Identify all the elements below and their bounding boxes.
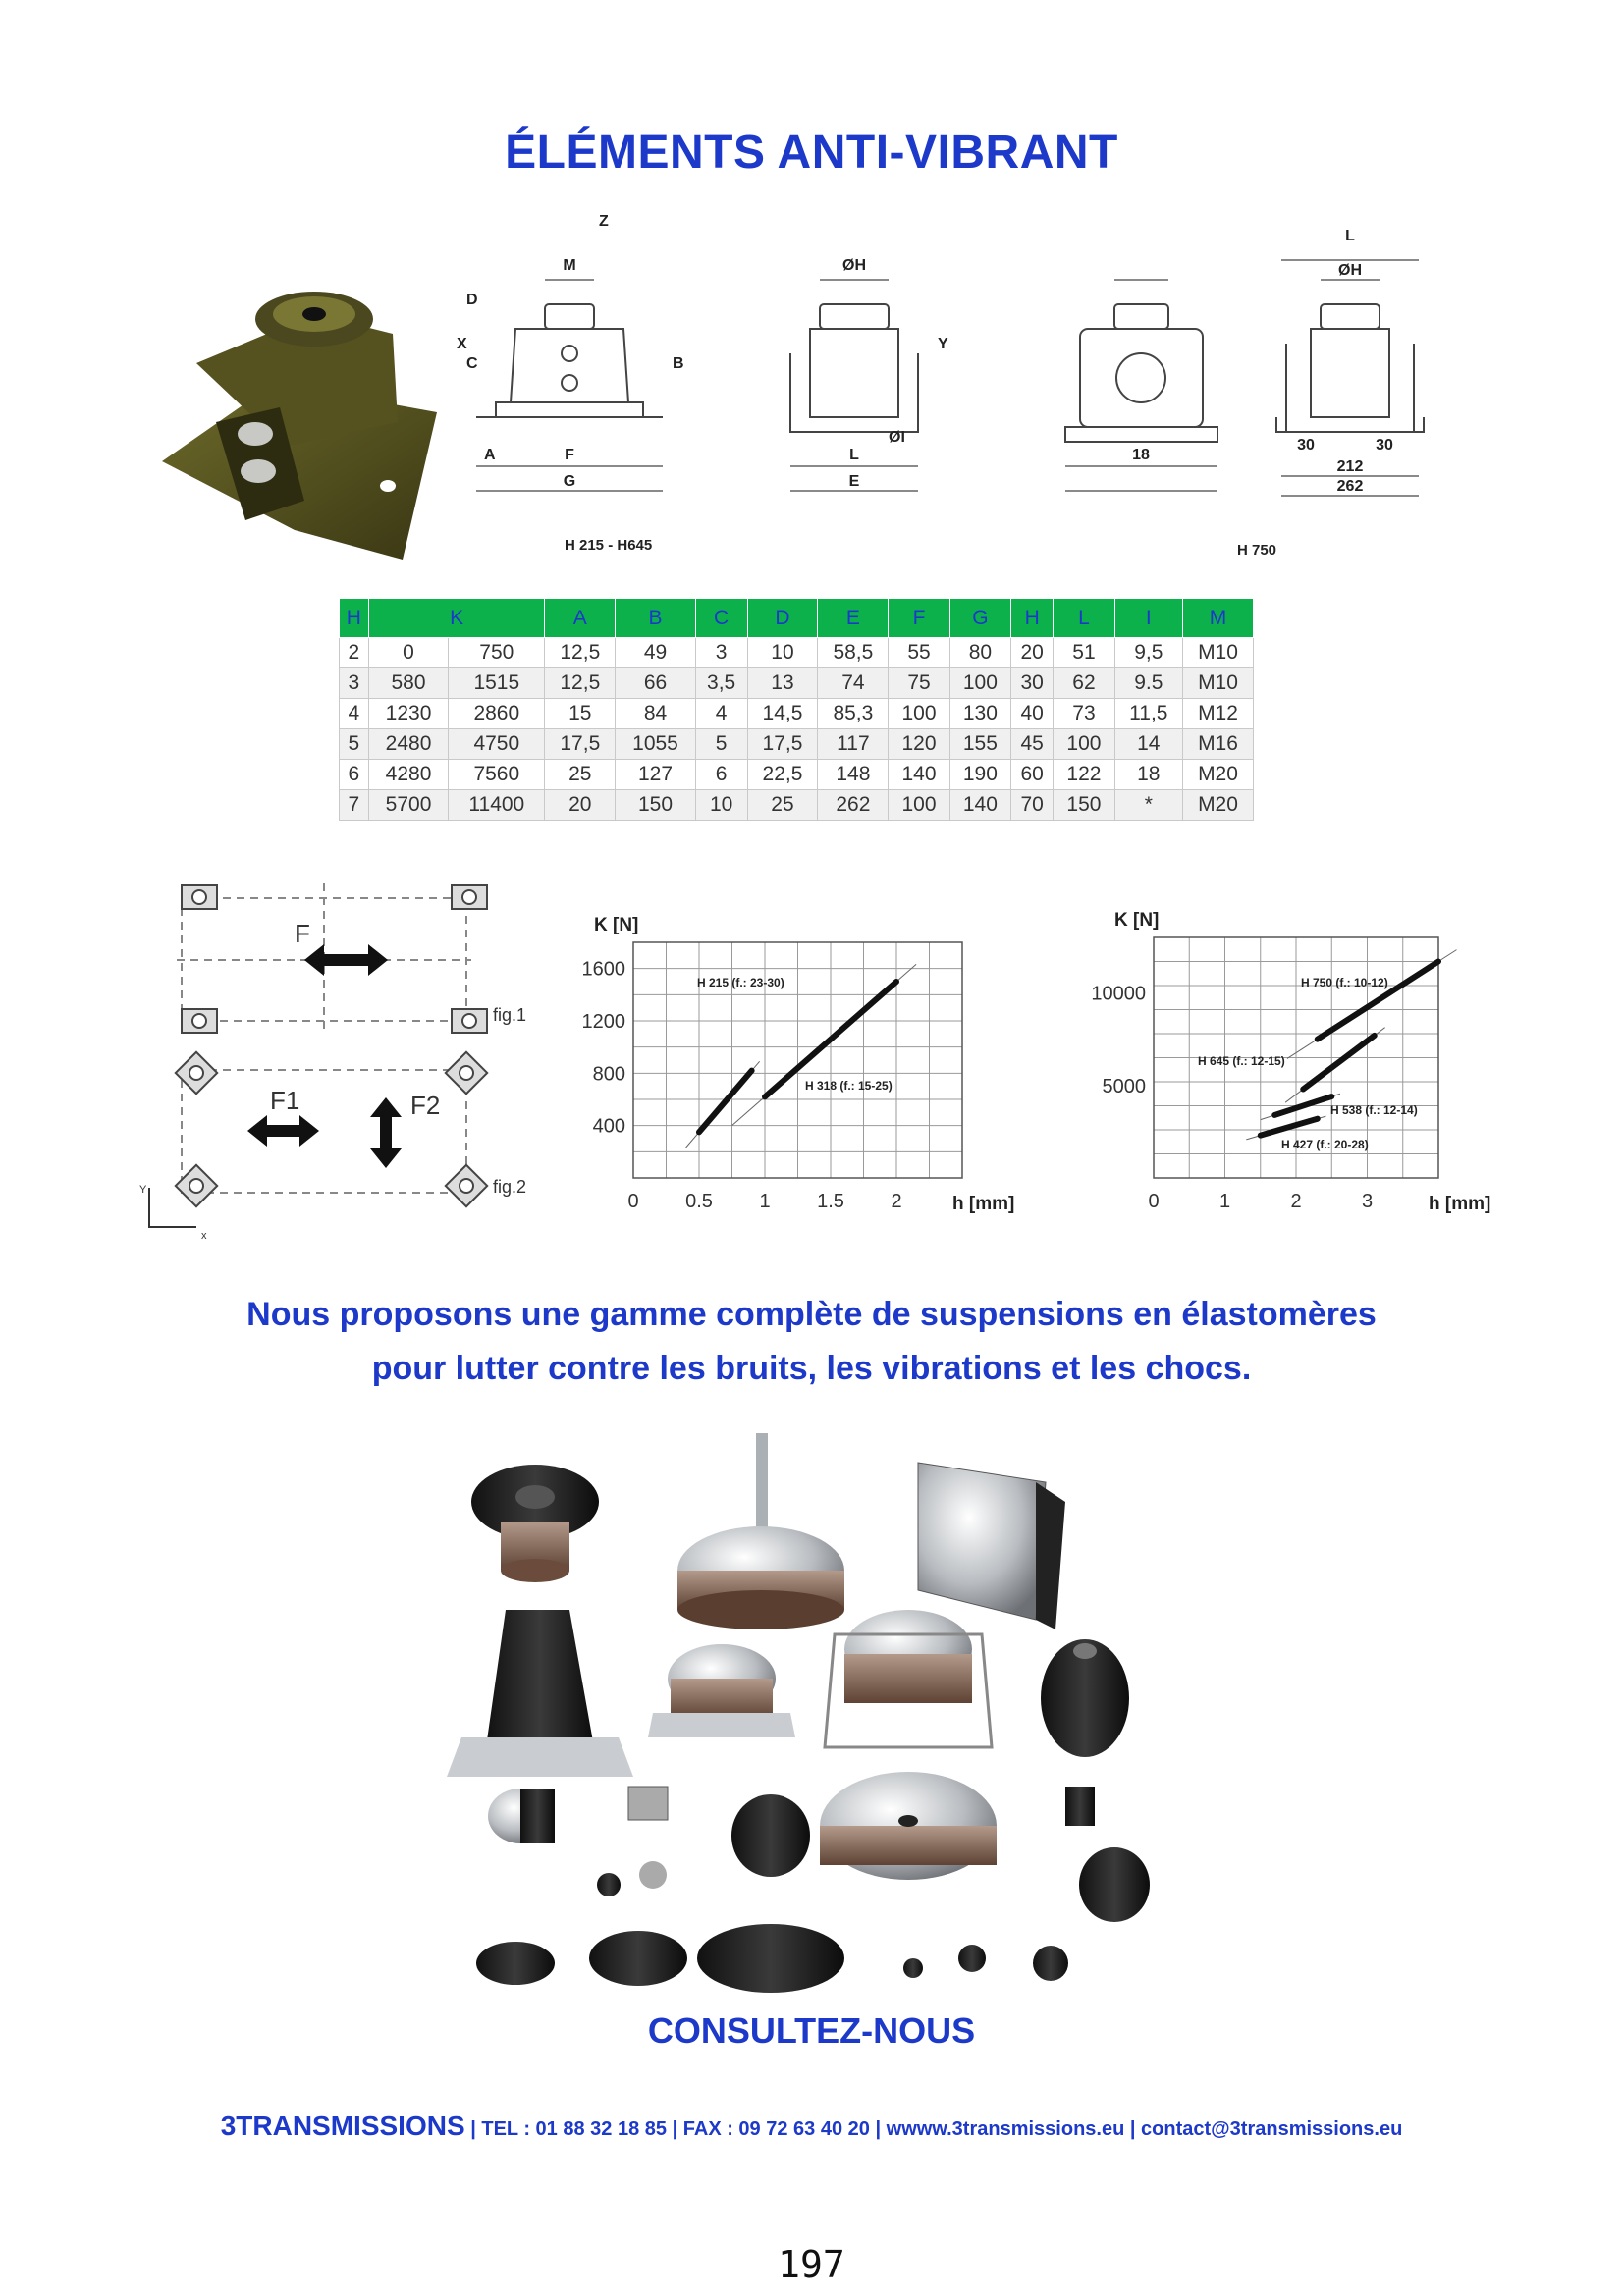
table-row: 3 580 1515 12,5 66 3,5 13 74 75 100 30 62 9.5 M10 xyxy=(340,668,1254,699)
drawing-label-left: H 215 - H645 xyxy=(565,537,653,554)
svg-text:L: L xyxy=(1345,228,1355,244)
svg-text:M: M xyxy=(563,257,576,274)
svg-text:X: X xyxy=(457,336,467,352)
x-axis-label: h [mm] xyxy=(1429,1194,1491,1214)
y-tick-label: 10000 xyxy=(1091,983,1146,1005)
tagline xyxy=(0,1288,1623,1396)
footer-sep: | xyxy=(1129,2118,1136,2140)
tagline-line-1: Nous proposons une gamme complète de suspensions en élastomères xyxy=(246,1296,1377,1333)
mount-product-photo xyxy=(157,275,442,569)
table-header-row xyxy=(340,599,1254,638)
stiffness-chart-large xyxy=(1085,903,1527,1217)
col-a: A xyxy=(545,599,616,638)
x-tick-label: 1.5 xyxy=(817,1191,844,1212)
svg-text:L: L xyxy=(849,447,859,463)
svg-text:Z: Z xyxy=(599,213,609,230)
technical-drawings xyxy=(457,206,1488,569)
tagline-line-2: pour lutter contre les bruits, les vibrations et les chocs. xyxy=(371,1350,1252,1387)
svg-text:F1: F1 xyxy=(270,1086,300,1115)
x-tick-label: 1 xyxy=(759,1191,771,1212)
table-row: 7 5700 11400 20 150 10 25 262 100 140 70 150 * M20 xyxy=(340,790,1254,821)
x-tick-label: 2 xyxy=(1290,1191,1302,1212)
footer-email-link[interactable]: contact@3transmissions.eu xyxy=(1141,2118,1403,2140)
consult-us-cta: CONSULTEZ-NOUS xyxy=(647,2010,976,2051)
y-tick-label: 800 xyxy=(592,1063,625,1086)
table-row: 4 1230 2860 15 84 4 14,5 85,3 100 130 40 73 11,5 M12 xyxy=(340,699,1254,729)
table-row: 6 4280 7560 25 127 6 22,5 148 140 190 60 122 18 M20 xyxy=(340,760,1254,790)
col-h: H xyxy=(340,599,369,638)
svg-text:ØH: ØH xyxy=(1338,262,1362,279)
y-tick-label: 400 xyxy=(592,1115,625,1138)
x-tick-label: 2 xyxy=(891,1191,902,1212)
chart-annotation: H 750 (f.: 10-12) xyxy=(1301,976,1388,989)
svg-text:x: x xyxy=(201,1230,207,1242)
page-number: 197 xyxy=(778,2243,845,2286)
y-tick-label: 5000 xyxy=(1102,1075,1146,1097)
y-tick-label: 1600 xyxy=(581,958,625,981)
svg-text:C: C xyxy=(466,355,478,372)
chart-annotation: H 427 (f.: 20-28) xyxy=(1281,1138,1369,1151)
series-line xyxy=(1261,1119,1318,1136)
svg-text:D: D xyxy=(466,292,478,308)
svg-text:18: 18 xyxy=(1132,447,1150,463)
footer-brand: 3TRANSMISSIONS xyxy=(220,2110,465,2141)
svg-text:Y: Y xyxy=(139,1184,147,1196)
table-row: 2 0 750 12,5 49 3 10 58,5 55 80 20 51 9,5 M10 xyxy=(340,638,1254,668)
y-axis-label: K [N] xyxy=(594,915,639,935)
product-collage xyxy=(447,1423,1163,1993)
footer-sep: | xyxy=(470,2118,476,2140)
svg-text:ØI: ØI xyxy=(889,429,905,446)
svg-text:B: B xyxy=(673,355,684,372)
col-f: F xyxy=(889,599,949,638)
svg-text:F2: F2 xyxy=(410,1091,441,1120)
x-tick-label: 1 xyxy=(1218,1191,1231,1212)
col-k: K xyxy=(368,599,545,638)
y-tick-label: 1200 xyxy=(581,1011,625,1033)
svg-text:262: 262 xyxy=(1336,478,1364,495)
svg-text:E: E xyxy=(848,473,860,490)
footer-contact xyxy=(0,2110,1623,2142)
x-axis-label: h [mm] xyxy=(952,1194,1015,1214)
series-line xyxy=(1303,1036,1375,1090)
x-tick-label: 0.5 xyxy=(685,1191,713,1212)
svg-text:fig.1: fig.1 xyxy=(493,1005,527,1025)
col-g: G xyxy=(949,599,1010,638)
chart-annotation: H 318 (f.: 15-25) xyxy=(805,1079,893,1093)
page-title: ÉLÉMENTS ANTI-VIBRANT xyxy=(505,127,1118,179)
svg-text:A: A xyxy=(484,447,496,463)
svg-text:F: F xyxy=(565,447,574,463)
stiffness-chart-small xyxy=(569,903,1041,1217)
table-row: 5 2480 4750 17,5 1055 5 17,5 117 120 155 45 100 14 M16 xyxy=(340,729,1254,760)
col-b: B xyxy=(616,599,695,638)
svg-text:fig.2: fig.2 xyxy=(493,1177,527,1197)
series-line xyxy=(699,1071,752,1133)
svg-text:Y: Y xyxy=(938,336,948,352)
footer-fax: FAX : 09 72 63 40 20 xyxy=(682,2118,870,2140)
x-tick-label: 0 xyxy=(627,1191,639,1212)
col-c: C xyxy=(695,599,747,638)
footer-sep: | xyxy=(672,2118,678,2140)
svg-text:212: 212 xyxy=(1336,458,1364,475)
chart-annotation: H 538 (f.: 12-14) xyxy=(1330,1103,1418,1117)
footer-sep: | xyxy=(875,2118,882,2140)
x-tick-label: 0 xyxy=(1148,1191,1160,1212)
footer-tel: TEL : 01 88 32 18 85 xyxy=(481,2118,668,2140)
svg-text:F: F xyxy=(295,919,310,948)
svg-text:30: 30 xyxy=(1297,437,1315,454)
chart-annotation: H 645 (f.: 12-15) xyxy=(1198,1054,1285,1068)
drawing-label-right: H 750 xyxy=(1237,542,1277,559)
col-m: M xyxy=(1183,599,1254,638)
spec-table xyxy=(339,598,1254,821)
svg-text:30: 30 xyxy=(1376,437,1393,454)
svg-text:ØH: ØH xyxy=(842,257,866,274)
col-d: D xyxy=(747,599,818,638)
y-axis-label: K [N] xyxy=(1114,910,1160,931)
col-i: I xyxy=(1114,599,1182,638)
x-tick-label: 3 xyxy=(1361,1191,1374,1212)
col-e: E xyxy=(818,599,889,638)
series-line xyxy=(1318,962,1438,1040)
footer-website-link[interactable]: wwww.3transmissions.eu xyxy=(886,2118,1125,2140)
svg-text:G: G xyxy=(563,473,576,490)
force-diagram xyxy=(137,874,530,1247)
chart-annotation: H 215 (f.: 23-30) xyxy=(697,976,784,989)
col-h2: H xyxy=(1011,599,1054,638)
col-l: L xyxy=(1054,599,1114,638)
